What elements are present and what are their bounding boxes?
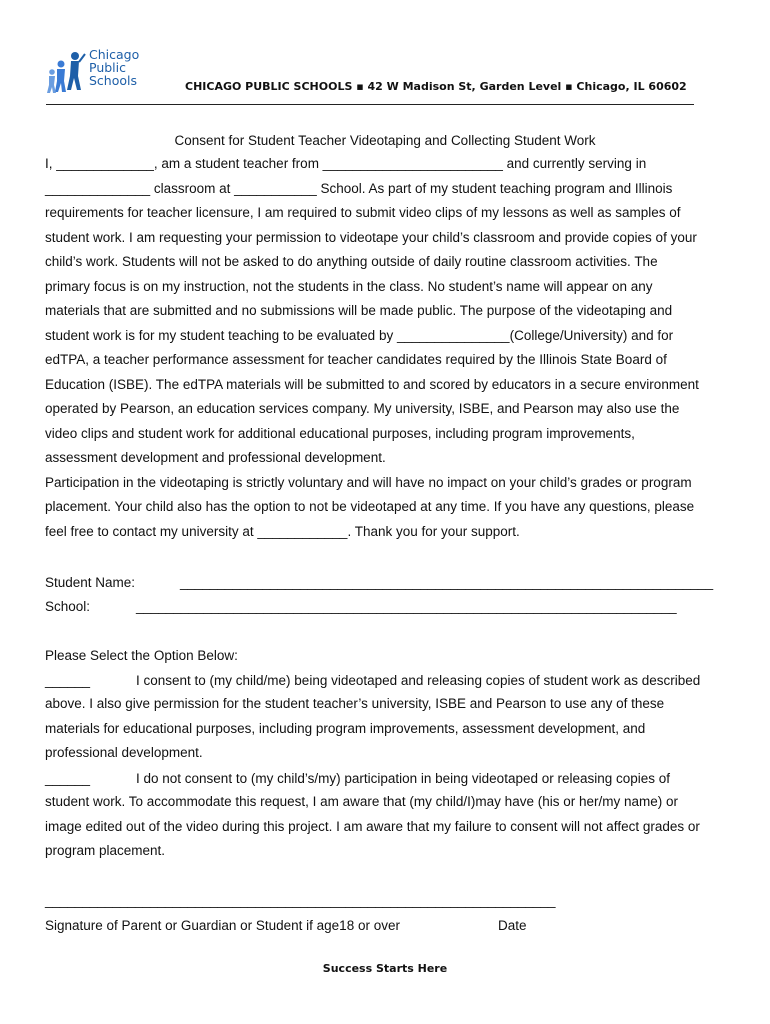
body-line: Participation in the videotaping is strictly voluntary and will have no impact on your child’s grades or program bbox=[45, 474, 692, 490]
logo-line-3: Schools bbox=[89, 73, 138, 88]
body-line: video clips and student work for additional educational purposes, including program improvements, bbox=[45, 425, 635, 441]
body-line: assessment development and professional development. bbox=[45, 450, 386, 465]
body-line: student work is for my student teaching to be evaluated by _______________(College/University) and for bbox=[45, 327, 674, 343]
people-figures-icon bbox=[45, 48, 89, 98]
consent-line: professional development. bbox=[45, 745, 203, 760]
header-divider bbox=[46, 104, 694, 105]
logo-line-2: Public bbox=[89, 60, 126, 75]
body-line: ______________ classroom at ___________ School. As part of my student teaching program and Illinois bbox=[45, 180, 673, 196]
date-label: Date bbox=[498, 918, 527, 933]
decline-option-text: I do not consent to (my child’s/my) participation in being videotaped or releasing copies of bbox=[136, 771, 671, 786]
student-name-field[interactable]: _______________________________________________________________________ bbox=[180, 575, 714, 590]
body-line: feel free to contact my university at ____________. Thank you for your support. bbox=[45, 523, 520, 539]
decline-option-continued bbox=[45, 790, 735, 864]
body-line: I, _____________, am a student teacher from ________________________ and currently serving in bbox=[45, 156, 647, 171]
decline-line: student work. To accommodate this request, I am aware that (my child/I)may have (his or her/my name) or bbox=[45, 794, 678, 809]
header-address: CHICAGO PUBLIC SCHOOLS ▪ 42 W Madison St, Garden Level ▪ Chicago, IL 60602 bbox=[185, 80, 687, 93]
decline-line: image edited out of the video during this project. I am aware that my failure to consent will not affect grades or bbox=[45, 818, 700, 834]
school-field[interactable]: ________________________________________________________________________ bbox=[136, 599, 677, 614]
student-name-label: Student Name: bbox=[45, 575, 136, 590]
body-line: edTPA, a teacher performance assessment for teacher candidates required by the Illinois State Board of bbox=[45, 352, 667, 367]
signature-field[interactable]: ____________________________________________________________________ bbox=[45, 893, 556, 908]
school-label: School: bbox=[45, 599, 91, 614]
decline-checkbox-blank[interactable]: ______ bbox=[45, 771, 91, 786]
consent-body bbox=[45, 152, 735, 544]
footer-tagline: Success Starts Here bbox=[322, 962, 448, 975]
body-line: Education (ISBE). The edTPA materials will be submitted to and scored by educators in a secure environment bbox=[45, 376, 699, 392]
options-prompt: Please Select the Option Below: bbox=[45, 648, 238, 663]
cps-logo bbox=[45, 48, 155, 98]
logo-wordmark bbox=[89, 48, 139, 87]
body-line: materials that are submitted and no submissions will be made public. The purpose of the videotaping and bbox=[45, 303, 673, 318]
body-line: primary focus is on my instruction, not the students in the class. No student’s name will appear on any bbox=[45, 278, 653, 294]
decline-line: program placement. bbox=[45, 843, 166, 858]
consent-option-text: I consent to (my child/me) being videotaped and releasing copies of student work as described bbox=[136, 673, 701, 688]
consent-option-continued bbox=[45, 692, 735, 766]
document-title: Consent for Student Teacher Videotaping and Collecting Student Work bbox=[174, 133, 596, 148]
body-line: child’s work. Students will not be asked to do anything outside of daily routine classroom activities. The bbox=[45, 254, 658, 269]
consent-line: above. I also give permission for the student teacher’s university, ISBE and Pearson to use any of these bbox=[45, 696, 665, 711]
logo-line-1: Chicago bbox=[89, 47, 140, 62]
body-line: placement. Your child also has the option to not be videotaped at any time. If you have any questions, please bbox=[45, 499, 695, 514]
body-line: operated by Pearson, an education services company. My university, ISBE, and Pearson may also use the bbox=[45, 401, 680, 416]
body-line: student work. I am requesting your permission to videotape your child’s classroom and provide copies of your bbox=[45, 229, 697, 245]
consent-checkbox-blank[interactable]: ______ bbox=[45, 673, 91, 688]
consent-line: materials for educational purposes, including program improvements, assessment development, and bbox=[45, 720, 646, 736]
body-line: requirements for teacher licensure, I am required to submit video clips of my lessons as well as samples of bbox=[45, 205, 681, 220]
signature-label: Signature of Parent or Guardian or Student if age18 or over bbox=[45, 918, 400, 933]
